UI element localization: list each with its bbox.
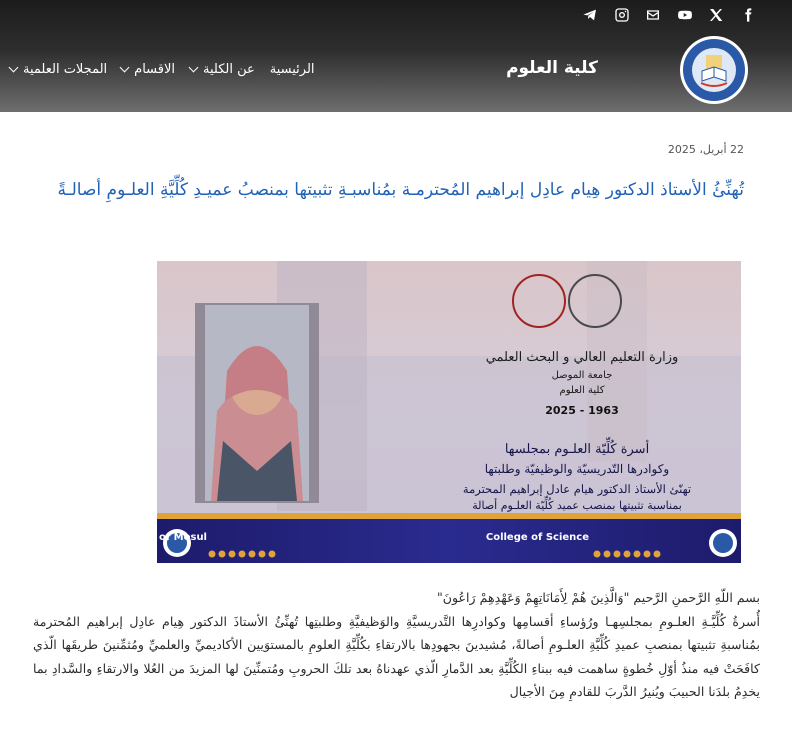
youtube-icon[interactable] <box>677 7 693 23</box>
image-msg-line2: وكوادرها التّدريسيّة والوظيفيّة وطلبتها <box>484 462 670 476</box>
chevron-down-icon <box>9 63 19 73</box>
chevron-down-icon <box>120 63 130 73</box>
college-logo[interactable] <box>679 35 749 105</box>
facebook-icon[interactable] <box>740 7 756 23</box>
instagram-icon[interactable] <box>614 7 630 23</box>
image-msg-line4: بمناسبة تثبيتها بمنصب عميد كُلِّيّة العلـوم أصالة <box>472 499 682 512</box>
chevron-down-icon <box>189 63 199 73</box>
image-footer-left: University of Mosul <box>97 532 207 543</box>
image-university-text: جامعة الموصل <box>551 370 613 381</box>
post-date: 22 أبريل، 2025 <box>667 143 744 156</box>
nav-departments-label: الاقسام <box>134 62 176 77</box>
nav-home[interactable] <box>270 62 315 77</box>
telegram-icon[interactable] <box>582 7 598 23</box>
email-icon[interactable] <box>645 7 661 23</box>
nav-journals[interactable] <box>10 62 107 77</box>
image-footer-right: College of Science <box>485 532 589 543</box>
post-title: تُهنِّئُ الأستاذ الدكتور هِيام عادِل إبراهيم المُحترمـة بمُناسبـةِ تثبيتها بمنصبُ عميـدِ كُلِّيَّةِ العلـومِ أصالـةً <box>57 180 744 200</box>
nav-about-label: عن الكلية <box>203 62 255 77</box>
image-ministry-text: وزارة التعليم العالي و البحث العلمي <box>485 350 679 365</box>
image-msg-line3: تهنّئ الأستاذ الدكتور هيام عادل إبراهيم المحترمة <box>462 482 692 496</box>
site-title[interactable]: كلية العلوم <box>506 58 598 78</box>
image-years-text: 1963 - 2025 <box>545 404 619 417</box>
nav-home-label: الرئيسية <box>269 62 315 77</box>
post-body <box>33 586 760 704</box>
nav-about[interactable] <box>190 62 255 77</box>
featured-image <box>97 261 741 563</box>
social-links <box>582 4 771 26</box>
x-twitter-icon[interactable] <box>708 7 724 23</box>
image-college-text: كلية العلوم <box>559 385 605 396</box>
post-body-verse: بسم اللّهِ الرَّحمنِ الرَّحيم "وَالَّذِينَ هُمْ لِأَمَانَاتِهِمْ وَعَهْدِهِمْ رَاعُونَ" <box>436 590 760 605</box>
nav-journals-label: المجلات العلمية <box>23 62 108 77</box>
site-header <box>0 0 792 112</box>
nav-departments[interactable] <box>121 62 175 77</box>
post-body-paragraph: أُسرةُ كُلِّيَّـةِ العلـومِ بمجلسِهـا ورُؤساءِ أقسامِها وكوادرِها التَّدريسيَّةِ والوَظيفيَّةِ وطلبتِها تُهنِّئُ الأستاذَ الدكتور هِيام عادِل إبراهيم المُحترمة بمُناسبةِ تثبيتها بمنصبِ عميدِ كُلِّيَّةِ العلـومِ أصالةً، مُشيدينَ بجهودِها بالارتقاءِ بكُلِّيَّةِ العلومِ بالمستوَيين الأكاديميِّ والعلميِّ ومُثمِّنينَ طريقَها الّذي كافَحَتْ فيه منذُ أوّلِ خُطوةٍ ساهمت فيه ببناءِ الكُلِّيَّةِ بعد الدَّمارِ الّذي عهدناهُ بعد تلكَ الحروبِ ومُتمنِّينَ لها المزيدَ من العُلا والارتقاءِ والسَّدادِ بما يخدِمُ بلدَنا الحبيبَ ويُنيرُ الدَّربَ للقادمِ مِنَ الأجيال <box>33 613 760 699</box>
image-msg-line1: أسرة كُلِّيّة العلـوم بمجلسها <box>504 442 650 457</box>
main-nav <box>10 62 315 77</box>
